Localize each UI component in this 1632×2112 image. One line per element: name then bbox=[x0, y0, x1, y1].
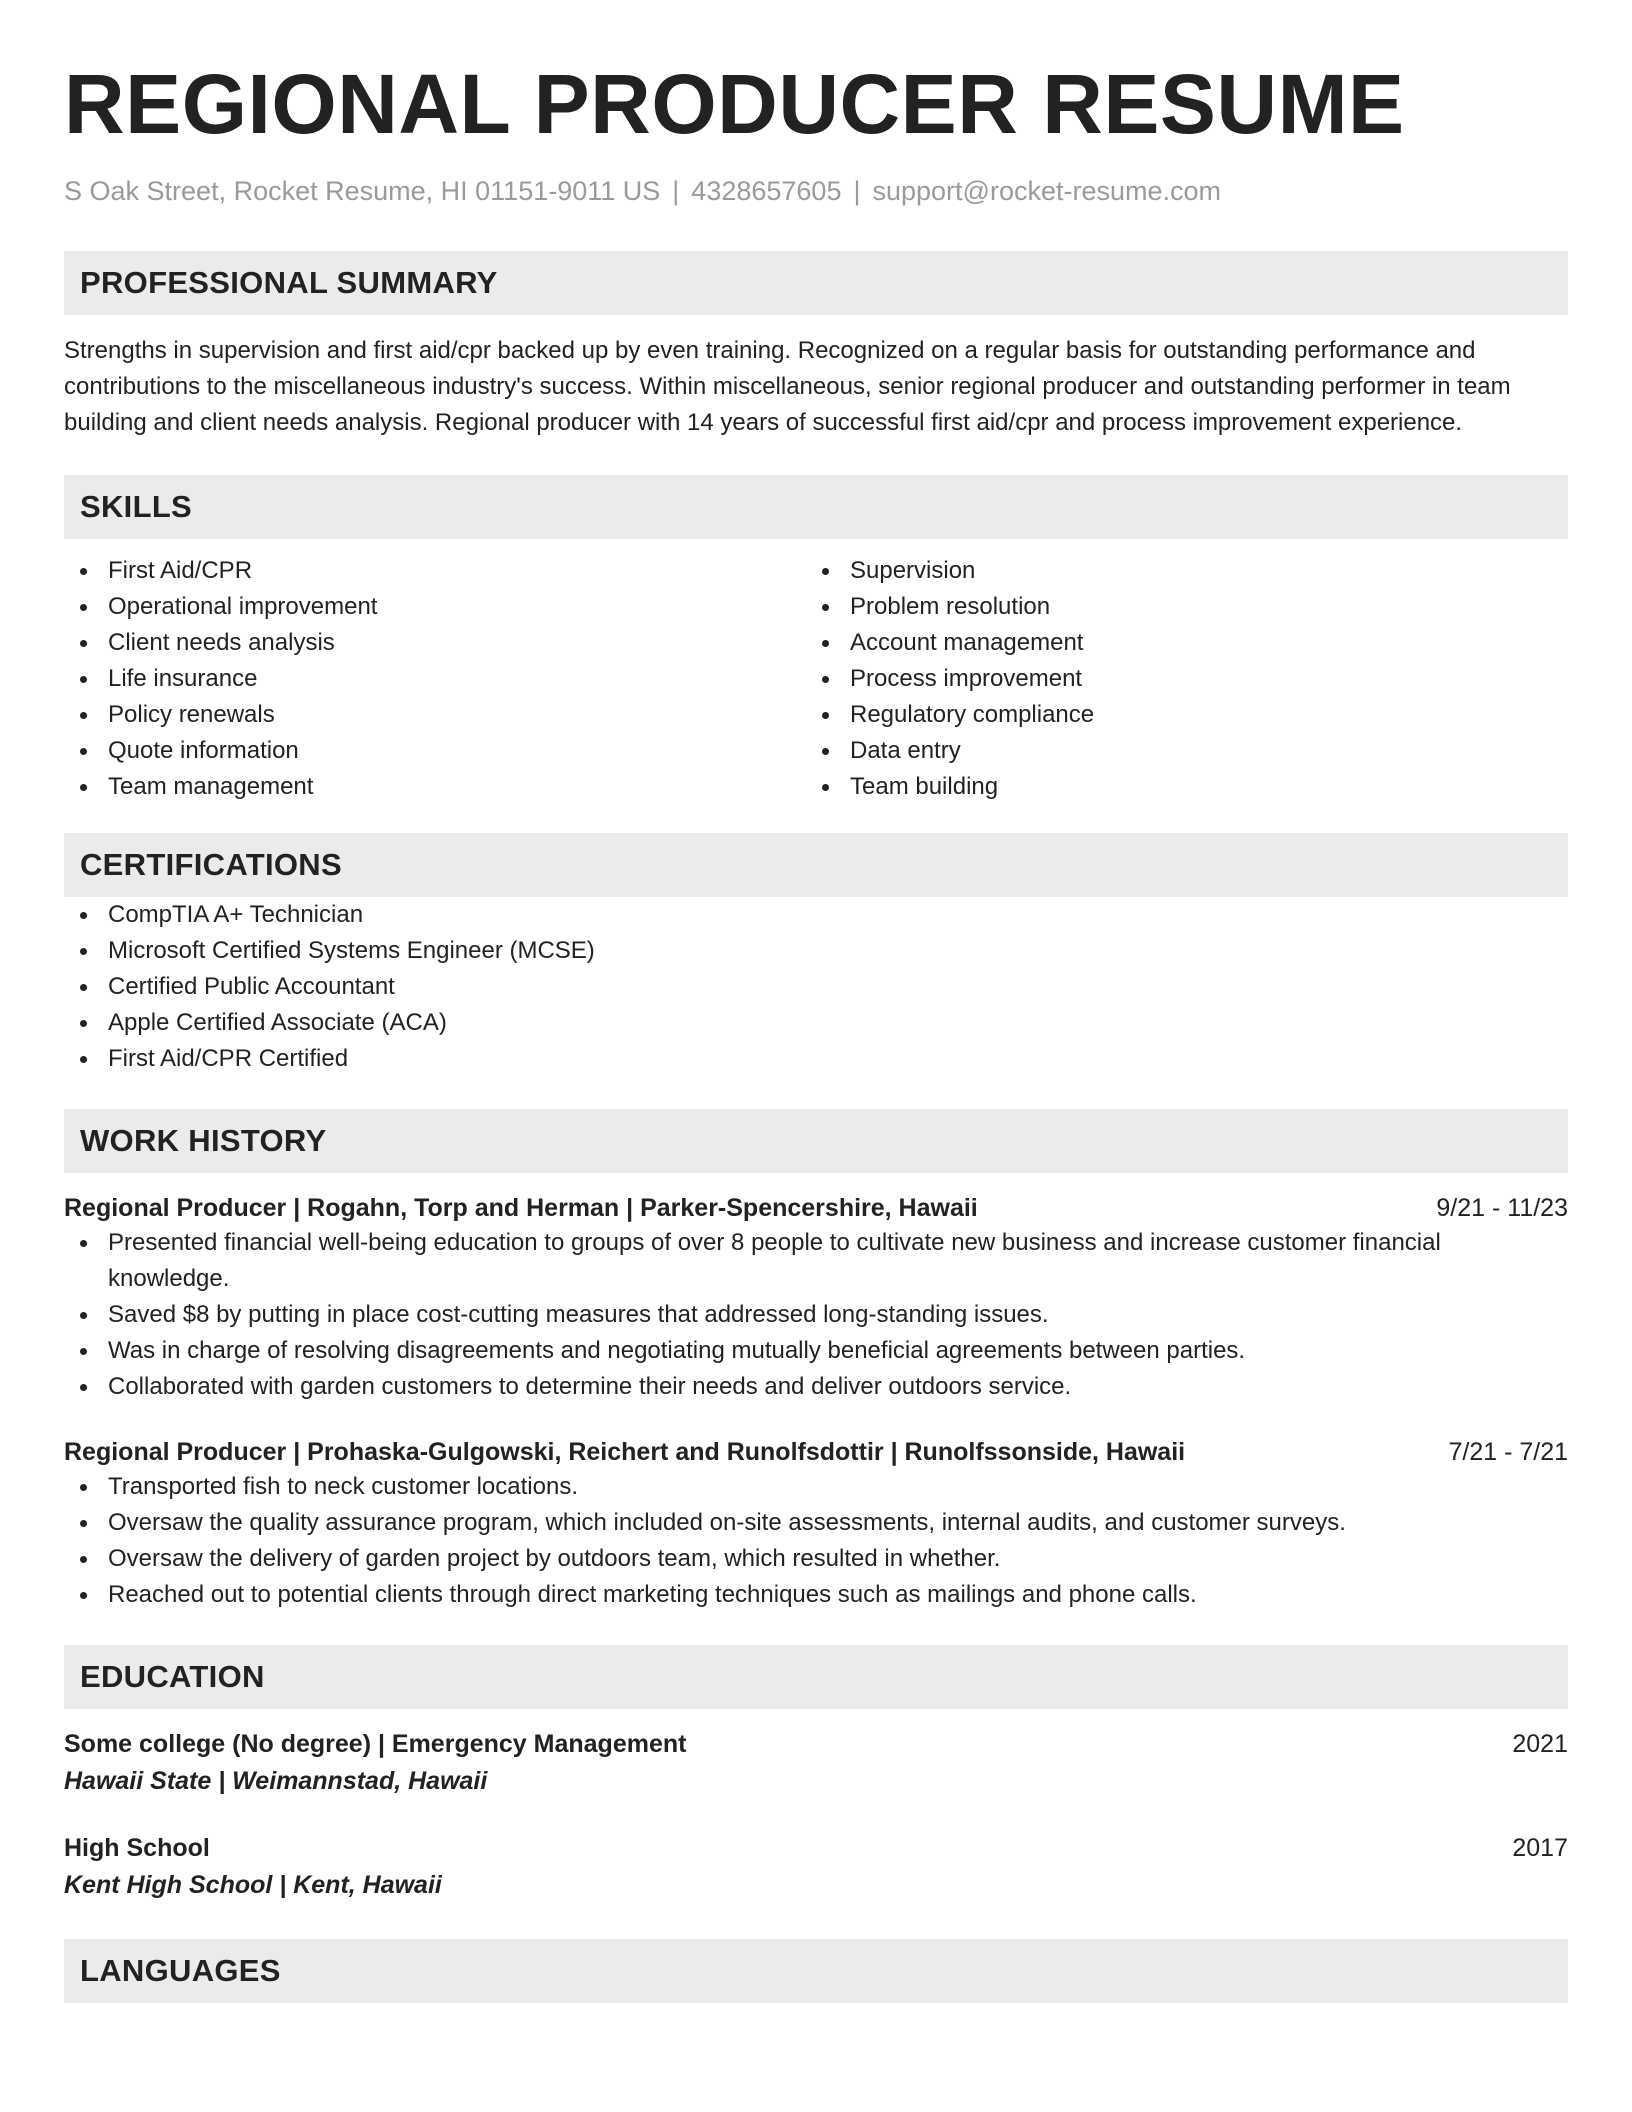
job-heading: Regional Producer | Rogahn, Torp and Herman | Parker-Spencershire, Hawaii bbox=[64, 1194, 978, 1222]
job-bullet: Reached out to potential clients through direct marketing techniques such as mailings and phone calls. bbox=[64, 1577, 1568, 1613]
contact-address: S Oak Street, Rocket Resume, HI 01151-9011 US bbox=[64, 176, 661, 206]
contact-separator: | bbox=[672, 176, 680, 206]
certification-item: Certified Public Accountant bbox=[64, 969, 1568, 1005]
contact-line bbox=[64, 174, 1568, 208]
education-year: 2021 bbox=[1512, 1730, 1568, 1758]
education-entry bbox=[64, 1831, 1568, 1905]
skills-column-left bbox=[64, 553, 806, 805]
languages-section-header: LANGUAGES bbox=[64, 1939, 1568, 2003]
job-dates: 7/21 - 7/21 bbox=[1448, 1438, 1568, 1466]
skill-item: Process improvement bbox=[806, 661, 1548, 697]
education-heading-row bbox=[64, 1727, 1568, 1761]
skill-item: Life insurance bbox=[64, 661, 806, 697]
job-heading-row bbox=[64, 1191, 1568, 1225]
skill-item: First Aid/CPR bbox=[64, 553, 806, 589]
job-heading-row bbox=[64, 1435, 1568, 1469]
job-entry bbox=[64, 1435, 1568, 1613]
job-bullet: Saved $8 by putting in place cost-cutting measures that addressed long-standing issues. bbox=[64, 1297, 1568, 1333]
education-section-header: EDUCATION bbox=[64, 1645, 1568, 1709]
certification-item: First Aid/CPR Certified bbox=[64, 1041, 1568, 1077]
skill-item: Supervision bbox=[806, 553, 1548, 589]
education-heading-row bbox=[64, 1831, 1568, 1865]
education-entry bbox=[64, 1727, 1568, 1801]
education-heading: Some college (No degree) | Emergency Management bbox=[64, 1730, 687, 1758]
skill-item: Problem resolution bbox=[806, 589, 1548, 625]
job-entry bbox=[64, 1191, 1568, 1405]
education-school: Hawaii State | Weimannstad, Hawaii bbox=[64, 1767, 488, 1795]
certification-item: Microsoft Certified Systems Engineer (MCSE) bbox=[64, 933, 1568, 969]
job-bullet: Oversaw the quality assurance program, which included on-site assessments, internal audits, and customer surveys. bbox=[64, 1505, 1568, 1541]
certification-item: CompTIA A+ Technician bbox=[64, 897, 1568, 933]
job-bullet: Collaborated with garden customers to determine their needs and deliver outdoors service. bbox=[64, 1369, 1568, 1405]
job-bullet: Transported fish to neck customer locations. bbox=[64, 1469, 1568, 1505]
job-bullets bbox=[64, 1469, 1568, 1613]
skills-list bbox=[64, 553, 1568, 805]
skill-item: Regulatory compliance bbox=[806, 697, 1548, 733]
skill-item: Team management bbox=[64, 769, 806, 805]
skills-section-header: SKILLS bbox=[64, 475, 1568, 539]
certifications-list bbox=[64, 897, 1568, 1077]
contact-separator: | bbox=[853, 176, 861, 206]
skill-item: Data entry bbox=[806, 733, 1548, 769]
skill-item: Team building bbox=[806, 769, 1548, 805]
skills-column-right bbox=[806, 553, 1548, 805]
resume-title: REGIONAL PRODUCER RESUME bbox=[64, 57, 1405, 151]
job-bullets bbox=[64, 1225, 1568, 1405]
job-bullet: Oversaw the delivery of garden project by outdoors team, which resulted in whether. bbox=[64, 1541, 1568, 1577]
job-bullet: Presented financial well-being education to groups of over 8 people to cultivate new business and increase customer financial knowledge. bbox=[64, 1225, 1568, 1297]
contact-phone: 4328657605 bbox=[691, 176, 842, 206]
education-heading: High School bbox=[64, 1834, 210, 1862]
skill-item: Client needs analysis bbox=[64, 625, 806, 661]
summary-section-header: PROFESSIONAL SUMMARY bbox=[64, 251, 1568, 315]
certification-item: Apple Certified Associate (ACA) bbox=[64, 1005, 1568, 1041]
job-heading: Regional Producer | Prohaska-Gulgowski, Reichert and Runolfsdottir | Runolfssonside, Hawaii bbox=[64, 1438, 1186, 1466]
skill-item: Account management bbox=[806, 625, 1548, 661]
job-dates: 9/21 - 11/23 bbox=[1436, 1194, 1568, 1222]
contact-email[interactable]: support@rocket-resume.com bbox=[872, 176, 1222, 206]
skill-item: Quote information bbox=[64, 733, 806, 769]
skill-item: Operational improvement bbox=[64, 589, 806, 625]
job-bullet: Was in charge of resolving disagreements and negotiating mutually beneficial agreements between parties. bbox=[64, 1333, 1568, 1369]
work-history-section-header: WORK HISTORY bbox=[64, 1109, 1568, 1173]
summary-text: Strengths in supervision and first aid/cpr backed up by even training. Recognized on a regular basis for outstanding performance and contributions to the miscellaneous industry's success. Within miscellaneous, senior regional producer and outstanding performer in team building and client needs analysis. Regional producer with 14 years of successful first aid/cpr and process improvement experience. bbox=[64, 337, 1511, 436]
education-school: Kent High School | Kent, Hawaii bbox=[64, 1871, 442, 1899]
certifications-section-header: CERTIFICATIONS bbox=[64, 833, 1568, 897]
skill-item: Policy renewals bbox=[64, 697, 806, 733]
education-year: 2017 bbox=[1512, 1834, 1568, 1862]
resume-page bbox=[64, 56, 1568, 2003]
